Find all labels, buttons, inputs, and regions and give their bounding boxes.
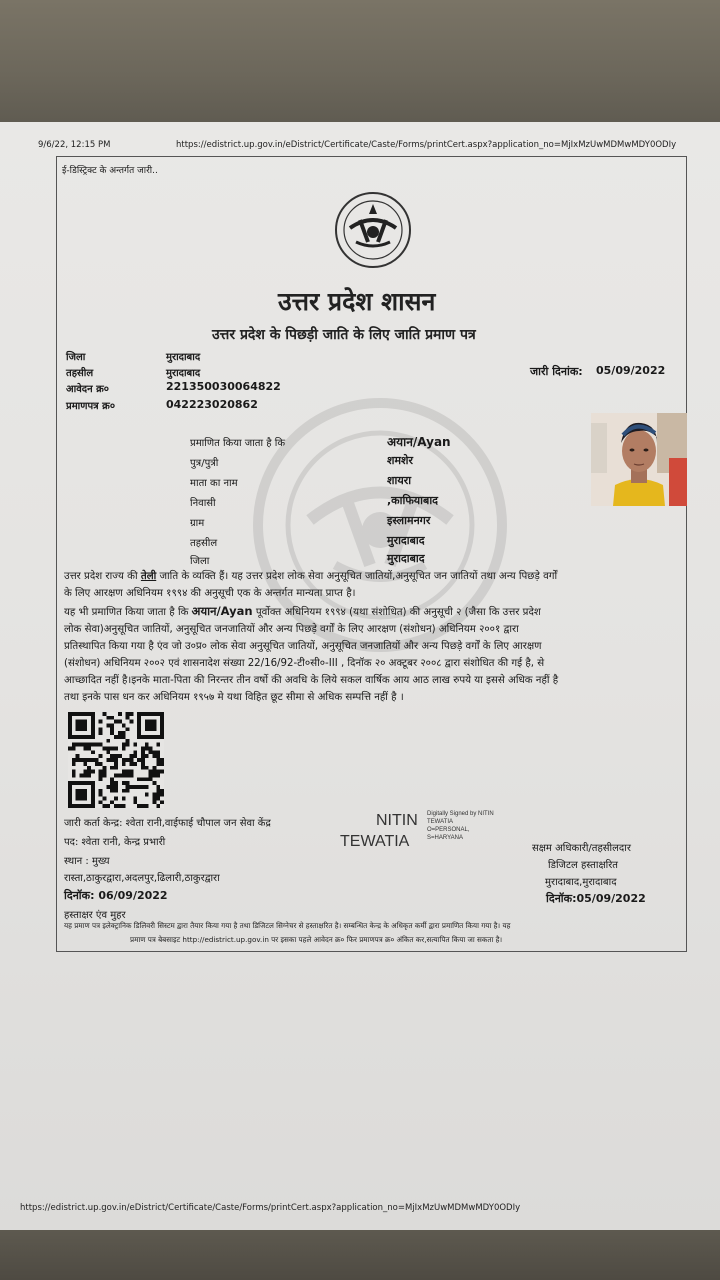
footer-note-line2: प्रमाण पत्र बेबसाइट http://edistrict.up.gov.in पर इसका पहले आवेदन क्र० फिर प्रमाणपत्र क्र० अंकित कर,सत्यापित किया जा सकता है। [130,935,503,944]
detail-value-district: मुरादाबाद [387,552,425,565]
caste-statement-paragraph [64,568,684,602]
detail-value-residence: ,काफियाबाद [387,494,439,507]
para2-line6: तथा इनके पास धन कर अधिनियम १९५७ मे यथा विहित छूट सीमा से अधिक सम्पत्ति नहीं है । [64,692,404,703]
para2-text: पूर्वोक्त अधिनियम १९९४ (यथा संशोधित) की अनुसूची २ (जैसा कि उत्तर प्रदेश [252,607,541,618]
issuer-address: रास्ता,ठाकुरद्वारा,अदलपुर,ढिलारी,ठाकुरद्वारा [64,873,220,884]
detail-value-name: अयान/Ayan [387,435,451,449]
authority-designation: सक्षम अधिकारी/तहसीलदार [532,843,631,854]
detail-label: निवासी [190,498,216,509]
certificate-subtitle: उत्तर प्रदेश के पिछड़ी जाति के लिए जाति प्रमाण पत्र [212,327,476,343]
application-number: 221350030064822 [166,380,281,393]
detail-value-father: शमशेर [387,454,414,467]
top-note: ई-डिस्ट्रिक्ट के अन्तर्गत जारी.. [62,166,158,176]
authority-digital: डिजिटल हस्ताक्षरित [548,860,618,871]
para2-text: यह भी प्रमाणित किया जाता है कि [64,607,192,618]
digital-signature-line: TEWATIA [427,819,453,825]
applicant-name-inline: अयान/Ayan [191,604,253,618]
qr-code [66,712,166,808]
para2-line5: आच्छादित नहीं है।इनके माता-पिता की निरन्तर तीन वर्षो की अवधि के लिये सकल वार्षिक आय आठ लाख रुपये या इससे अधिक नहीं है [64,675,559,686]
authority-location: मुरादाबाद,मुरादाबाद [545,877,617,888]
caste-name: तेली [140,571,157,582]
district-value: मुरादाबाद [166,352,201,363]
digital-signature-line: O=PERSONAL, [427,827,470,833]
para1-line2: के लिए आरक्षण अधिनियम १९९४ की अनुसूची एक के अन्तर्गत मान्यता प्राप्त है। [64,588,356,599]
up-government-emblem-icon [330,190,416,270]
application-label: आवेदन क्र० [66,384,110,395]
issuer-center: जारी कर्ता केन्द्र: श्वेता रानी,वाईफाई चौपाल जन सेवा केंद्र [64,818,271,829]
issuer-post: पद: श्वेता रानी, केन्द्र प्रभारी [64,837,166,848]
certificate-number: 042223020862 [166,398,258,411]
issue-date-label: जारी दिनांक: [530,365,583,378]
background-surface-bottom [0,1228,720,1280]
footer-note-line1: यह प्रमाण पत्र इलेक्ट्रानिक डिलिवरी सिस्टम द्वारा तैयार किया गया है तथा डिजिटल सिग्नेचर से हस्ताक्षरित है। सम्बन्धित केन्द्र के अधिकृत कर्मी द्वारा प्रमाणित किया गया है। यह [64,921,511,930]
certificate-title: उत्तर प्रदेश शासन [278,287,436,316]
signer-name-line1: NITIN [376,812,418,829]
print-url: https://edistrict.up.gov.in/eDistrict/Certificate/Caste/Forms/printCert.aspx?application_no=MjIxMzUwMDMwMDY0ODIy [176,140,677,150]
applicant-photo [591,413,687,506]
print-datetime: 9/6/22, 12:15 PM [38,140,111,150]
issuer-place: स्थान : मुख्य [64,856,110,867]
signature-label: हस्ताक्षर एंव मुहर [64,910,126,921]
issuer-date: दिनॉक: 06/09/2022 [64,889,168,902]
tehsil-label: तहसील [66,368,94,379]
detail-label: प्रमाणित किया जाता है कि [190,438,286,449]
detail-label: ग्राम [190,518,205,529]
certificate-number-label: प्रमाणपत्र क्र० [66,401,116,412]
district-label: जिला [66,352,86,363]
print-footer-url: https://edistrict.up.gov.in/eDistrict/Certificate/Caste/Forms/printCert.aspx?application_no=MjIxMzUwMDMwMDY0ODIy [20,1203,521,1213]
signer-name-line2: TEWATIA [340,833,410,850]
detail-label: जिला [190,556,210,567]
issue-date-value: 05/09/2022 [596,364,666,377]
authority-date: दिनॉक:05/09/2022 [546,892,646,905]
digital-signature-line: S=HARYANA [427,835,463,841]
detail-value-village: इस्लामनगर [387,514,431,527]
para2-line4: (संशोधन) अधिनियम २००२ एवं शासनादेश संख्या 22/16/92-टी०सी०-III , दिनॉक २० अक्टूबर २००८ द्वारा संशोधित की गई है, से [64,658,545,669]
para1-text: उत्तर प्रदेश राज्य की [64,571,141,582]
digital-signature-line: Digitally Signed by NITIN [427,811,494,817]
tehsil-value: मुरादाबाद [166,368,201,379]
eligibility-paragraph [64,603,684,706]
detail-value-tehsil: मुरादाबाद [387,534,425,547]
para2-line2: लोक सेवा)अनुसूचित जातियों, अनुसूचित जनजातियों और अन्य पिछड़े वर्गों के लिए आरक्षण (संशोधन) अधिनियम २००१ द्वारा [64,624,519,635]
detail-value-mother: शायरा [387,474,412,487]
detail-label: माता का नाम [190,478,238,489]
detail-label: पुत्र/पुत्री [190,458,219,469]
detail-label: तहसील [190,538,218,549]
digital-signature-info [427,810,494,842]
background-surface-top [0,0,720,125]
para2-line3: प्रतिस्थापित किया गया है एंव जो उ०प्र० लोक सेवा अनुसूचित जातियों, अनुसूचित जनजातियों और अन्य पिछड़े वर्गों के लिए आरक्षण [64,641,542,652]
para1-text: जाति के व्यक्ति हैं। यह उत्तर प्रदेश लोक सेवा अनुसूचित जातियों,अनुसूचित जन जातियों तथा अन्य पिछड़े वर्गों [156,571,558,582]
